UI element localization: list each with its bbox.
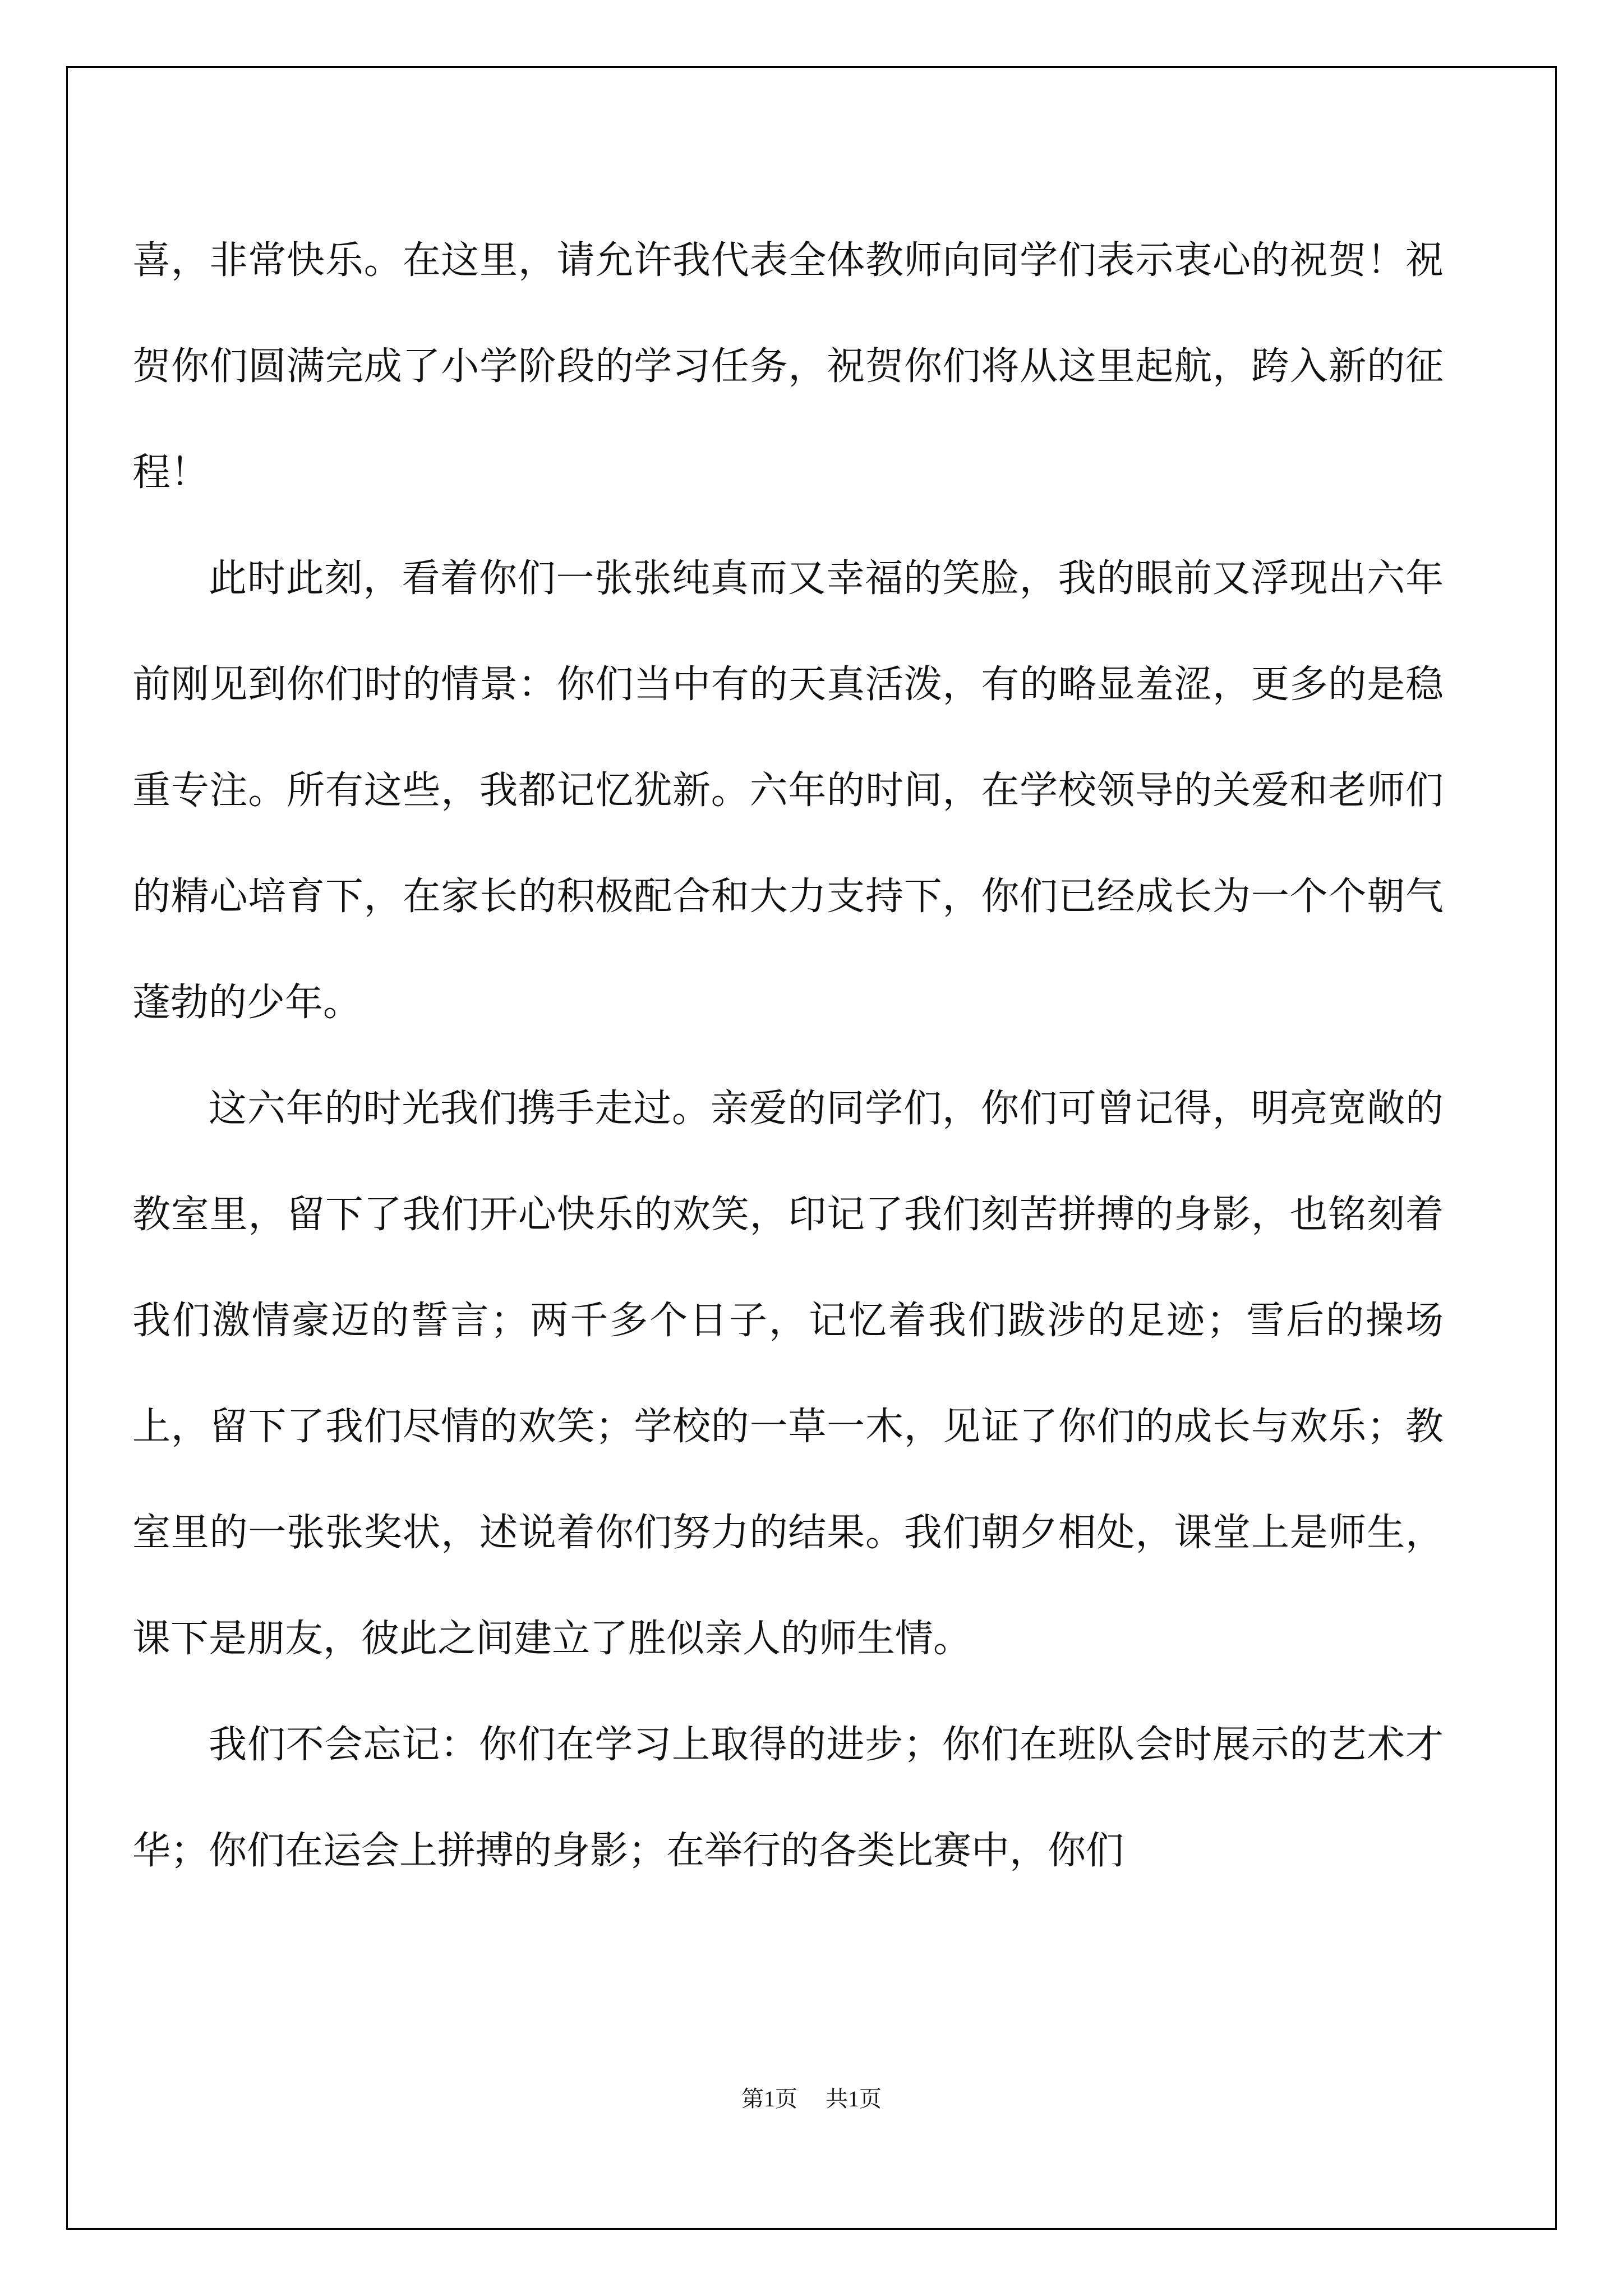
page-total: 共1页	[826, 2086, 882, 2111]
paragraph-2: 此时此刻，看着你们一张张纯真而又幸福的笑脸，我的眼前又浮现出六年前刚见到你们时的情景：你们当中有的天真活泼，有的略显羞涩，更多的是稳重专注。所有这些，我都记忆犹新。六年的时间，在学校领导的关爱和老师们的精心培育下，在家长的积极配合和大力支持下，你们已经成长为一个个朝气蓬勃的少年。	[132, 556, 1444, 1025]
paragraph-1: 喜，非常快乐。在这里，请允许我代表全体教师向同学们表示衷心的祝贺！祝贺你们圆满完成了小学阶段的学习任务，祝贺你们将从这里起航，跨入新的征程！	[132, 238, 1444, 495]
page-number: 第1页	[741, 2086, 797, 2111]
paragraph-3: 这六年的时光我们携手走过。亲爱的同学们，你们可曾记得，明亮宽敞的教室里，留下了我们开心快乐的欢笑，印记了我们刻苦拼搏的身影，也铭刻着我们激情豪迈的誓言；两千多个日子，记忆着我们跋涉的足迹；雪后的操场上，留下了我们尽情的欢笑；学校的一草一木，见证了你们的成长与欢乐；教室里的一张张奖状，述说着你们努力的结果。我们朝夕相处，课堂上是师生，课下是朋友，彼此之间建立了胜似亲人的师生情。	[132, 1087, 1444, 1661]
page-footer	[0, 2081, 1623, 2113]
paragraph-4: 我们不会忘记：你们在学习上取得的进步；你们在班队会时展示的艺术才华；你们在运会上拼搏的身影；在举行的各类比赛中，你们	[132, 1723, 1444, 1873]
document-body	[132, 208, 1444, 1904]
